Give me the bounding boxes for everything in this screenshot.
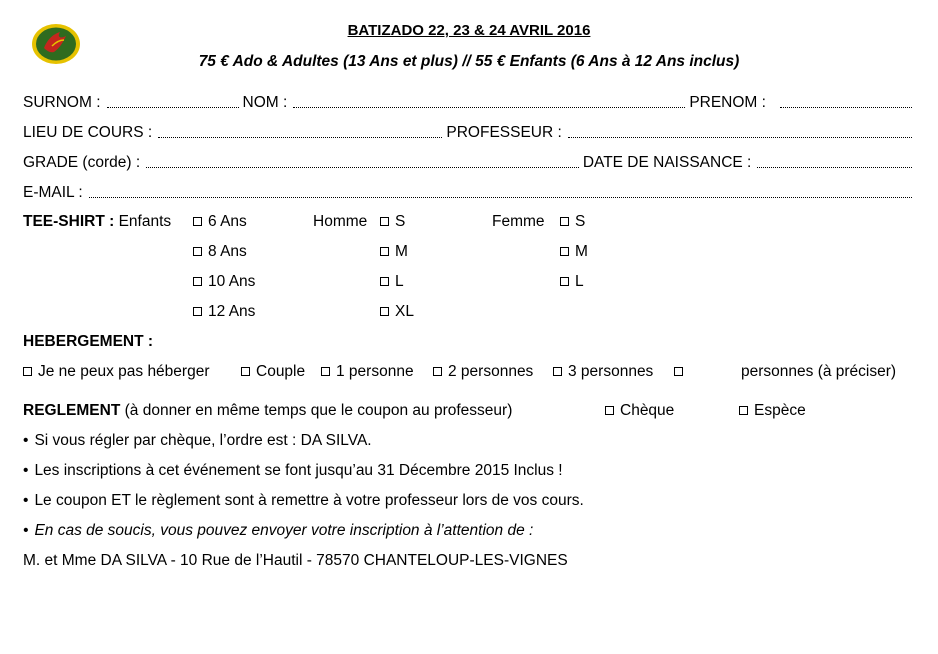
info-bullet: • Si vous régler par chèque, l’ordre est : DA SILVA. <box>23 432 372 449</box>
checkbox-icon <box>560 217 569 226</box>
checkbox-cheque[interactable]: Chèque <box>605 401 674 421</box>
checkbox-homme-xl[interactable]: XL <box>380 302 414 322</box>
checkbox-femme-m[interactable]: M <box>560 242 588 262</box>
info-bullet: • Les inscriptions à cet événement se font jusqu’au 31 Décembre 2015 Inclus ! <box>23 462 563 479</box>
grade-field[interactable] <box>146 166 579 168</box>
price-subtitle: 75 € Ado & Adultes (13 Ans et plus) // 55 € Enfants (6 Ans à 12 Ans inclus) <box>198 53 740 70</box>
checkbox-enfants-10[interactable]: 10 Ans <box>193 272 255 292</box>
checkbox-icon <box>193 277 202 286</box>
checkbox-femme-s[interactable]: S <box>560 212 585 232</box>
checkbox-heberger-non[interactable]: Je ne peux pas héberger <box>23 362 209 382</box>
checkbox-icon <box>380 217 389 226</box>
checkbox-enfants-6[interactable]: 6 Ans <box>193 212 247 232</box>
naissance-label: DATE DE NAISSANCE : <box>582 154 752 171</box>
checkbox-3-personnes[interactable]: 3 personnes <box>553 362 653 382</box>
enfants-label: Enfants <box>118 213 172 230</box>
checkbox-icon <box>193 217 202 226</box>
checkbox-icon <box>553 367 562 376</box>
info-bullet: • En cas de soucis, vous pouvez envoyer votre inscription à l’attention de : <box>23 522 534 539</box>
checkbox-icon <box>380 247 389 256</box>
teeshirt-label: TEE-SHIRT : <box>23 213 115 230</box>
lieu-label: LIEU DE COURS : <box>23 124 153 141</box>
checkbox-icon <box>433 367 442 376</box>
prenom-label: PRENOM : <box>689 94 766 111</box>
email-label: E-MAIL : <box>23 184 83 201</box>
checkbox-icon <box>23 367 32 376</box>
checkbox-autre[interactable] <box>674 362 689 382</box>
reglement-note: (à donner en même temps que le coupon au professeur) <box>124 402 513 419</box>
checkbox-espece[interactable]: Espèce <box>739 401 806 421</box>
surnom-field[interactable] <box>107 106 239 108</box>
nom-label: NOM : <box>242 94 288 111</box>
checkbox-icon <box>560 247 569 256</box>
checkbox-homme-l[interactable]: L <box>380 272 404 292</box>
checkbox-icon <box>193 247 202 256</box>
checkbox-icon <box>739 406 748 415</box>
grade-label: GRADE (corde) : <box>23 154 141 171</box>
surnom-label: SURNOM : <box>23 94 101 111</box>
email-field[interactable] <box>89 196 912 198</box>
info-bullet: • Le coupon ET le règlement sont à remettre à votre professeur lors de vos cours. <box>23 492 584 509</box>
prenom-field[interactable] <box>780 106 912 108</box>
checkbox-homme-m[interactable]: M <box>380 242 408 262</box>
hebergement-label: HEBERGEMENT : <box>23 333 154 350</box>
homme-label: Homme <box>313 213 368 230</box>
professeur-field[interactable] <box>568 136 912 138</box>
checkbox-icon <box>241 367 250 376</box>
checkbox-couple[interactable]: Couple <box>241 362 305 382</box>
femme-label: Femme <box>492 213 545 230</box>
nom-field[interactable] <box>293 106 685 108</box>
checkbox-1-personne[interactable]: 1 personne <box>321 362 414 382</box>
postal-address: M. et Mme DA SILVA - 10 Rue de l’Hautil - 78570 CHANTELOUP-LES-VIGNES <box>23 552 568 569</box>
naissance-field[interactable] <box>757 166 912 168</box>
checkbox-femme-l[interactable]: L <box>560 272 584 292</box>
checkbox-icon <box>380 307 389 316</box>
checkbox-icon <box>560 277 569 286</box>
checkbox-enfants-8[interactable]: 8 Ans <box>193 242 247 262</box>
checkbox-icon <box>674 367 683 376</box>
page-title: BATIZADO 22, 23 & 24 AVRIL 2016 <box>347 22 591 39</box>
checkbox-2-personnes[interactable]: 2 personnes <box>433 362 533 382</box>
checkbox-enfants-12[interactable]: 12 Ans <box>193 302 255 322</box>
reglement-label: REGLEMENT <box>23 402 121 419</box>
checkbox-icon <box>321 367 330 376</box>
lieu-field[interactable] <box>158 136 442 138</box>
checkbox-icon <box>380 277 389 286</box>
autre-personnes-label: personnes (à préciser) <box>741 363 897 380</box>
checkbox-icon <box>605 406 614 415</box>
checkbox-icon <box>193 307 202 316</box>
professeur-label: PROFESSEUR : <box>446 124 562 141</box>
checkbox-homme-s[interactable]: S <box>380 212 405 232</box>
